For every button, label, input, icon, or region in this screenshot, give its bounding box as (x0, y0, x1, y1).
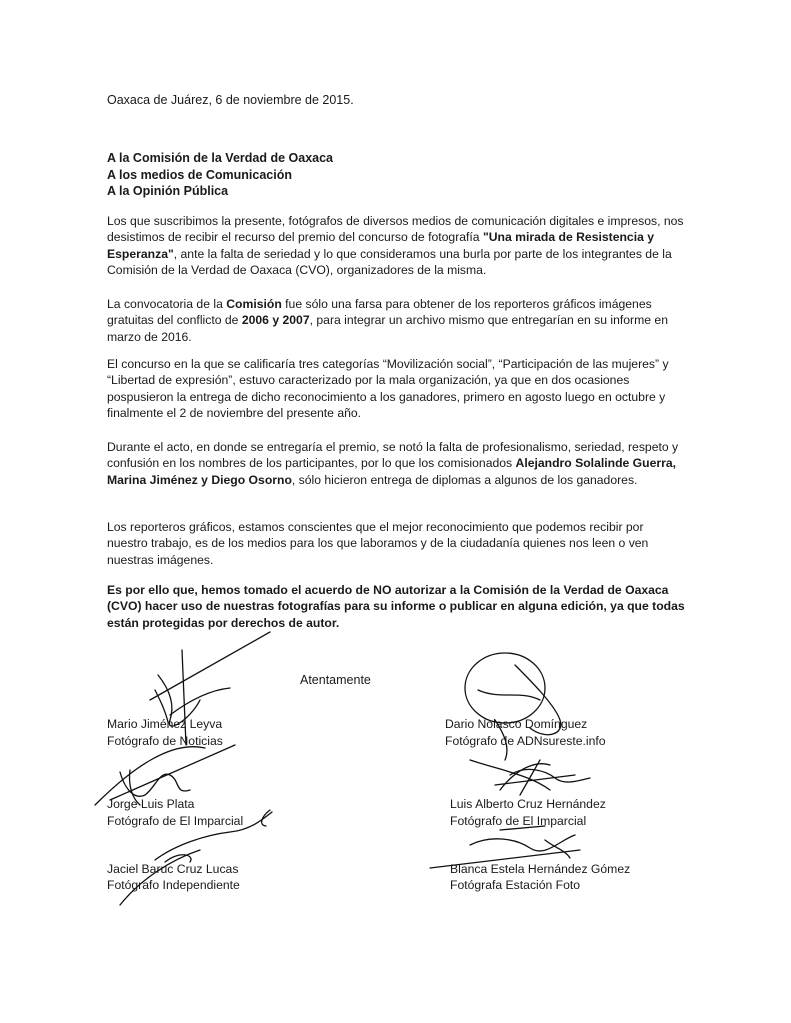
paragraph-3: El concurso en la que se calificaría tres categorías “Movilización social”, “Participación de las mujeres” y “Libertad de expresión”, estuvo caracterizado por la mala organización, ya que en dos ocasiones pospusieron la entrega de dicho reconocimiento a los ganadores, primero en agosto luego en octubre y finalmente el 2 de noviembre del presente año. (107, 357, 669, 420)
signatory-role: Fotógrafo de El Imparcial (107, 814, 244, 828)
signatory-name: Dario Nolasco Domínguez (445, 717, 588, 731)
signatory-role: Fotógrafo de ADNsureste.info (445, 734, 606, 748)
paragraph-text: , sólo hicieron entrega de diplomas a algunos de los ganadores. (291, 472, 638, 487)
paragraph-text: Durante el acto, en donde se entregaría el premio, se notó la falta de profesionalismo, seriedad, respeto y confusión en los nombres de los participantes, por lo que los comisionados (107, 440, 679, 471)
paragraph-text: Los que suscribimos la presente, fotógrafos de diversos medios de comunicación digitales e impresos, nos desistimos de recibir el recurso del premio del concurso de fotografía (107, 214, 684, 245)
paragraph-4 (107, 439, 687, 488)
signature-luis-alberto (495, 760, 590, 795)
paragraph-text: La convocatoria de la (107, 297, 227, 311)
signatory-role: Fotógrafa Estación Foto (450, 878, 581, 892)
signatory-name: Blanca Estela Hernández Gómez (450, 862, 631, 876)
addressee-line: A la Opinión Pública (107, 184, 229, 198)
paragraph-text: , ante la falta de seriedad y lo que consideramos una burla por parte de los integrantes de la Comisión de la Verdad de Oaxaca (CVO), organizadores de la misma. (107, 246, 672, 277)
addressee-block (107, 150, 333, 200)
paragraph-text: fue sólo una farsa para obtener de los reporteros gráficos imágenes gratuitas del conflicto de (107, 297, 652, 328)
addressee-line: A los medios de Comunicación (107, 167, 292, 182)
paragraph-2 (107, 296, 687, 345)
emphasis-text: 2006 y 2007 (241, 313, 310, 328)
signatory-name: Jaciel Baruc Cruz Lucas (107, 862, 239, 876)
date-line: Oaxaca de Juárez, 6 de noviembre de 2015. (107, 93, 354, 107)
paragraph-5: Los reporteros gráficos, estamos conscientes que el mejor reconocimiento que podemos recibir por nuestro trabajo, es de los medios para los que laboramos y de la ciudadanía quienes nos leen o ven nuestras imágenes. (107, 520, 649, 567)
paragraph-6: Es por ello que, hemos tomado el acuerdo de NO autorizar a la Comisión de la Verdad de Oaxaca (CVO) hacer uso de nuestras fotografías para su informe o publicar en alguna edición, ya que todas están protegidas por derechos de autor. (107, 583, 685, 630)
commissioners-names: Alejandro Solalinde Guerra, Marina Jiménez y Diego Osorno (107, 456, 677, 487)
addressee-line: A la Comisión de la Verdad de Oaxaca (107, 151, 334, 165)
closing-line: Atentamente (300, 673, 371, 687)
emphasis-text: Comisión (226, 297, 282, 311)
signatory-name: Mario Jiménez Leyva (107, 717, 223, 731)
signatory-name: Luis Alberto Cruz Hernández (450, 797, 606, 811)
paragraph-1 (107, 213, 687, 278)
signatory-name: Jorge Luis Plata (107, 797, 195, 811)
signatory-role: Fotógrafo de El Imparcial (450, 814, 587, 828)
signatory-role: Fotógrafo Independiente (107, 878, 240, 892)
contest-title: "Una mirada de Resistencia y Esperanza" (107, 230, 655, 261)
paragraph-text: , para integrar un archivo mismo que entregarían en su informe en marzo de 2016. (107, 313, 668, 344)
signatory-role: Fotógrafo de Noticias (107, 734, 223, 748)
signature-jorge-luis-plata (95, 745, 235, 805)
